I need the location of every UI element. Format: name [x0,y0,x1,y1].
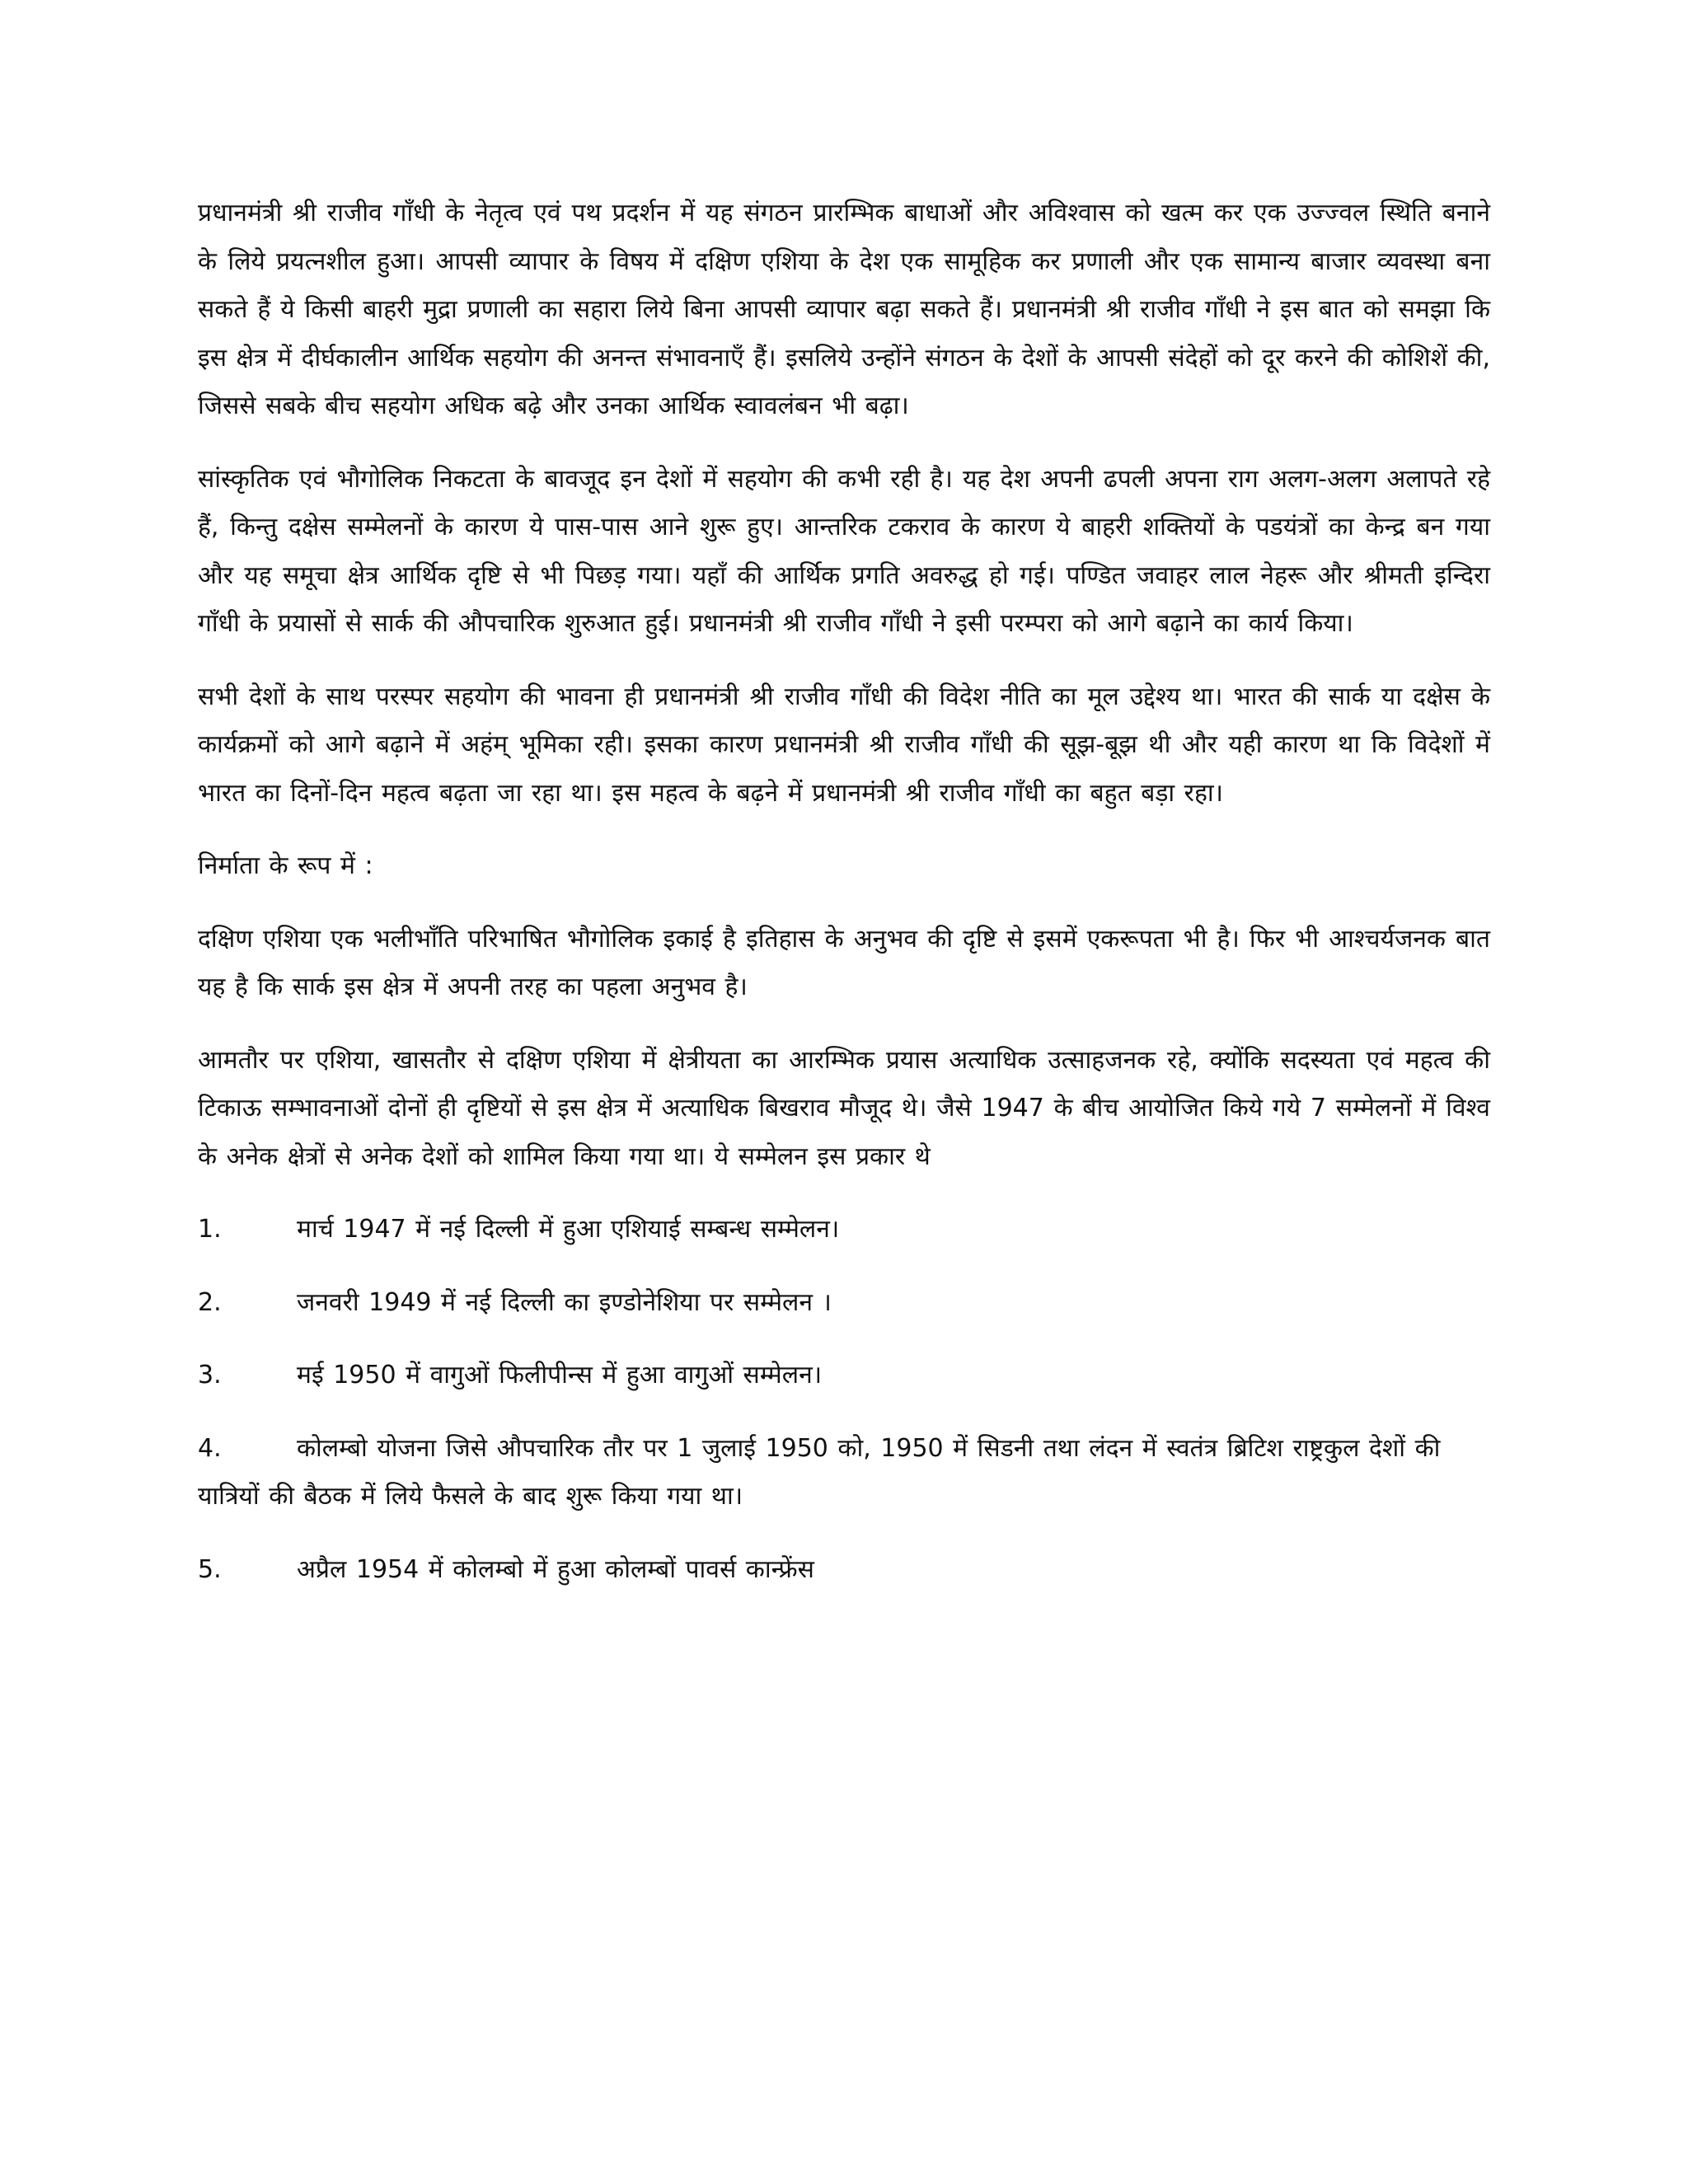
list-item [198,1206,1490,1254]
list-item-number: 2. [198,1287,222,1317]
paragraph-south-asia-unit: दक्षिण एशिया एक भलीभाँति परिभाषित भौगोलिक इकाई है इतिहास के अनुभव की दृष्टि से इसमें एकरूपता भी है। फिर भी आश्चर्यजनक बात यह है कि सार्क इस क्षेत्र में अपनी तरह का पहला अनुभव है। [198,924,1490,1001]
paragraph-foreign-policy: सभी देशों के साथ परस्पर सहयोग की भावना ही प्रधानमंत्री श्री राजीव गाँधी की विदेश नीति का मूल उद्देश्य था। भारत की सार्क या दक्षेस के कार्यक्रमों को आगे बढ़ाने में अहंम् भूमिका रही। इसका कारण प्रधानमंत्री श्री राजीव गाँधी की सूझ-बूझ थी और यही कारण था कि विदेशों में भारत का दिनों-दिन महत्व बढ़ता जा रहा था। इस महत्व के बढ़ने में प्रधानमंत्री श्री राजीव गाँधी का बहुत बड़ा रहा। [198,682,1490,808]
list-item-number: 5. [198,1554,222,1584]
list-item [198,1279,1490,1328]
list-item-text: अप्रैल 1954 में कोलम्बो में हुआ कोलम्बों पावर्स कान्फ्रेंस [297,1554,814,1584]
paragraph-cultural-proximity: सांस्कृतिक एवं भौगोलिक निकटता के बावजूद इन देशों में सहयोग की कभी रही है। यह देश अपनी ढपली अपना राग अलग-अलग अलापते रहे हैं, किन्तु दक्षेस सम्मेलनों के कारण ये पास-पास आने शुरू हुए। आन्तरिक टकराव के कारण ये बाहरी शक्तियों के पडयंत्रों का केन्द्र बन गया और यह समूचा क्षेत्र आर्थिक दृष्टि से भी पिछड़ गया। यहाँ की आर्थिक प्रगति अवरुद्ध हो गई। पण्डित जवाहर लाल नेहरू और श्रीमती इन्दिरा गाँधी के प्रयासों से सार्क की औपचारिक शुरुआत हुई। प्रधानमंत्री श्री राजीव गाँधी ने इसी परम्परा को आगे बढ़ाने का कार्य किया। [198,464,1490,638]
section-heading: निर्माता के रूप में : [198,851,373,880]
list-item-number: 1. [198,1215,222,1244]
list-item-number: 4. [198,1433,222,1463]
list-item-text: मई 1950 में वागुओं फिलीपीन्स में हुआ वागुओं सम्मेलन। [297,1361,823,1390]
list-item [198,1425,1490,1521]
list-item [198,1546,1490,1595]
list-item [198,1352,1490,1400]
list-item-text: मार्च 1947 में नई दिल्ली में हुआ एशियाई सम्बन्ध सम्मेलन। [297,1215,840,1244]
list-item-text: कोलम्बो योजना जिसे औपचारिक तौर पर 1 जुलाई 1950 को, 1950 में सिडनी तथा लंदन में स्वतंत्र ब्रिटिश राष्ट्रकुल देशों की यात्रियों की बैठक में लिये फैसले के बाद शुरू किया गया था। [198,1433,1441,1511]
paragraph-regionalism: आमतौर पर एशिया, खासतौर से दक्षिण एशिया में क्षेत्रीयता का आरम्भिक प्रयास अत्याधिक उत्साहजनक रहे, क्योंकि सदस्यता एवं महत्व की टिकाऊ सम्भावनाओं दोनों ही दृष्टियों से इस क्षेत्र में अत्याधिक बिखराव मौजूद थे। जैसे 1947 के बीच आयोजित किये गये 7 सम्मेलनों में विश्व के अनेक क्षेत्रों से अनेक देशों को शामिल किया गया था। ये सम्मेलन इस प्रकार थे [198,1045,1490,1171]
list-item-number: 3. [198,1361,222,1390]
paragraph-leadership: प्रधानमंत्री श्री राजीव गाँधी के नेतृत्व एवं पथ प्रदर्शन में यह संगठन प्रारम्भिक बाधाओं और अविश्वास को खत्म कर एक उज्ज्वल स्थिति बनाने के लिये प्रयत्नशील हुआ। आपसी व्यापार के विषय में दक्षिण एशिया के देश एक सामूहिक कर प्रणाली और एक सामान्य बाजार व्यवस्था बना सकते हैं ये किसी बाहरी मुद्रा प्रणाली का सहारा लिये बिना आपसी व्यापार बढ़ा सकते हैं। प्रधानमंत्री श्री राजीव गाँधी ने इस बात को समझा कि इस क्षेत्र में दीर्घकालीन आर्थिक सहयोग की अनन्त संभावनाएँ हैं। इसलिये उन्होंने संगठन के देशों के आपसी संदेहों को दूर करने की कोशिशें की, जिससे सबके बीच सहयोग अधिक बढ़े और उनका आर्थिक स्वावलंबन भी बढ़ा। [198,199,1490,420]
list-item-text: जनवरी 1949 में नई दिल्ली का इण्डोनेशिया पर सम्मेलन । [297,1287,832,1317]
